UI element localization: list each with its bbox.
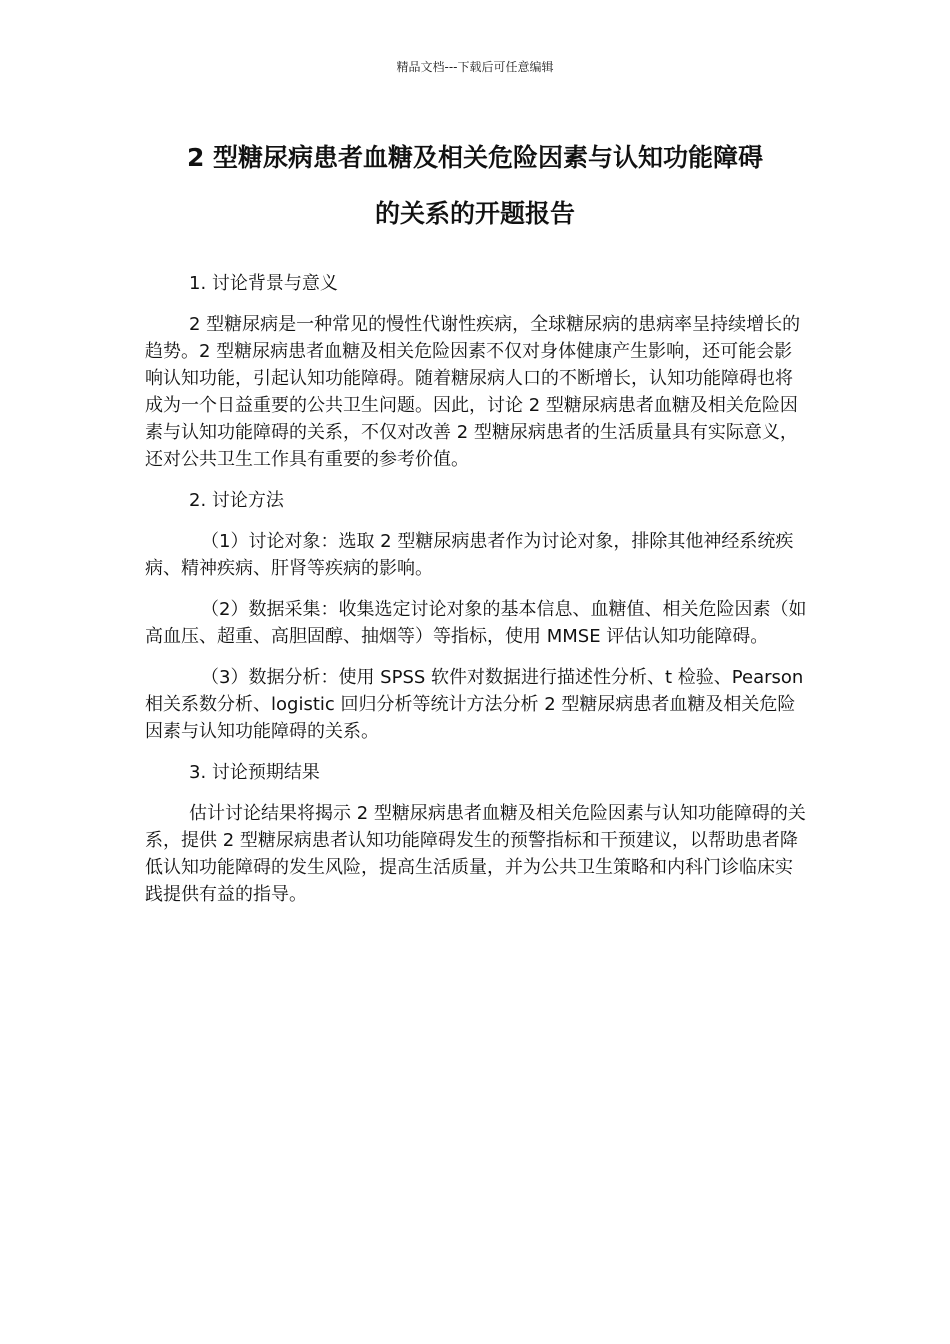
document-title	[120, 130, 830, 242]
section-heading-methods: 2. 讨论方法	[189, 490, 284, 511]
paragraph-expected-results: 估计讨论结果将揭示 2 型糖尿病患者血糖及相关危险因素与认知功能障碍的关系，提供 2 型糖尿病患者认知功能障碍发生的预警指标和干预建议，以帮助患者降低认知功能障碍的发生风险，提高生活质量，并为公共卫生策略和内科门诊临床实践提供有益的指导。	[145, 803, 806, 905]
document-title-line-2: 的关系的开题报告	[374, 199, 575, 228]
paragraph-method-subjects: （1）讨论对象：选取 2 型糖尿病患者作为讨论对象，排除其他神经系统疾病、精神疾病、肝肾等疾病的影响。	[145, 531, 794, 579]
paragraph-method-data-collection: （2）数据采集：收集选定讨论对象的基本信息、血糖值、相关危险因素（如高血压、超重、高胆固醇、抽烟等）等指标，使用 MMSE 评估认知功能障碍。	[145, 599, 807, 647]
page-header: 精品文档---下载后可任意编辑	[396, 60, 554, 74]
paragraph-background: 2 型糖尿病是一种常见的慢性代谢性疾病，全球糖尿病的患病率呈持续增长的趋势。2 型糖尿病患者血糖及相关危险因素不仅对身体健康产生影响，还可能会影响认知功能，引起认知功能障碍。随着糖尿病人口的不断增长，认知功能障碍也将成为一个日益重要的公共卫生问题。因此，讨论 2 型糖尿病患者血糖及相关危险因素与认知功能障碍的关系，不仅对改善 2 型糖尿病患者的生活质量具有实际意义，还对公共卫生工作具有重要的参考价值。	[145, 314, 801, 470]
section-heading-expected-results: 3. 讨论预期结果	[189, 762, 320, 783]
document-title-line-1: 2 型糖尿病患者血糖及相关危险因素与认知功能障碍	[186, 143, 764, 172]
paragraph-method-data-analysis: （3）数据分析：使用 SPSS 软件对数据进行描述性分析、t 检验、Pearson 相关系数分析、logistic 回归分析等统计方法分析 2 型糖尿病患者血糖及相关危险因素与认知功能障碍的关系。	[145, 667, 804, 742]
section-heading-background: 1. 讨论背景与意义	[189, 273, 338, 294]
document-body	[145, 270, 810, 922]
